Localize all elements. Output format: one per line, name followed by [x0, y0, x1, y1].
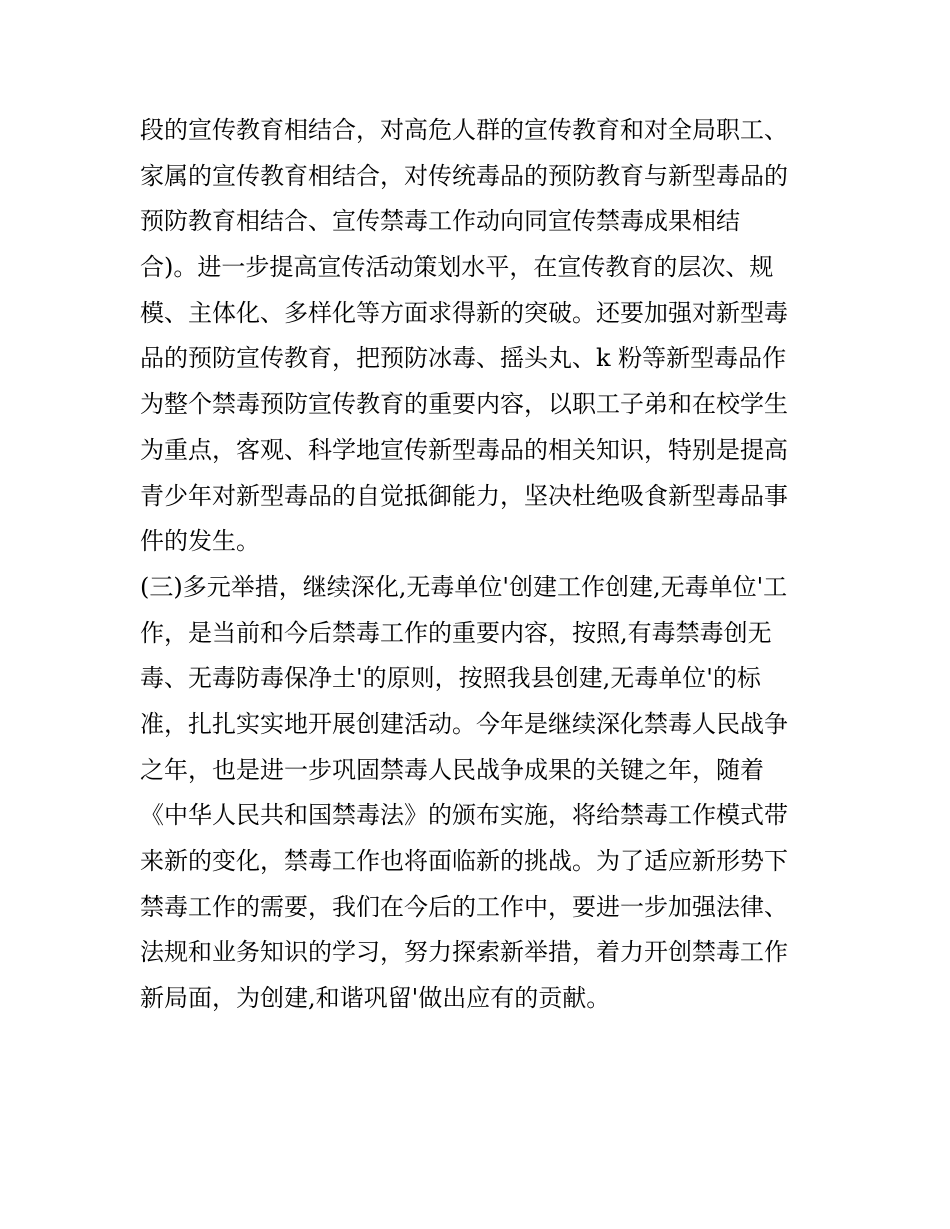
text-line: 为整个禁毒预防宣传教育的重要内容，以职工子弟和在校学生	[140, 390, 788, 419]
text-line: 准，扎扎实实地开展创建活动。今年是继续深化禁毒人民战争	[140, 709, 788, 738]
text-line: 法规和业务知识的学习，努力探索新举措，着力开创禁毒工作	[140, 938, 788, 967]
text-line: 之年，也是进一步巩固禁毒人民战争成果的关键之年，随着	[140, 755, 764, 784]
text-line: 为重点，客观、科学地宣传新型毒品的相关知识，特别是提高	[140, 435, 788, 464]
text-line: 预防教育相结合、宣传禁毒工作动向同宣传禁毒成果相结	[140, 207, 740, 236]
body-text	[140, 108, 830, 1022]
text-line: 新局面，为创建,和谐巩留'做出应有的贡献。	[140, 984, 611, 1013]
text-line: 青少年对新型毒品的自觉抵御能力，坚决杜绝吸食新型毒品事	[140, 481, 788, 510]
text-line: 模、主体化、多样化等方面求得新的突破。还要加强对新型毒	[140, 298, 788, 327]
text-line: 件的发生。	[140, 527, 260, 556]
text-line: 作，是当前和今后禁毒工作的重要内容，按照,有毒禁毒创无	[140, 618, 772, 647]
text-line: 家属的宣传教育相结合，对传统毒品的预防教育与新型毒品的	[140, 161, 788, 190]
text-line: 品的预防宣传教育，把预防冰毒、摇头丸、k 粉等新型毒品作	[140, 344, 787, 373]
text-line: 合)。进一步提高宣传活动策划水平，在宣传教育的层次、规	[140, 253, 774, 282]
text-line: 毒、无毒防毒保净土'的原则，按照我县创建,无毒单位'的标	[140, 664, 761, 693]
text-line: 《中华人民共和国禁毒法》的颁布实施，将给禁毒工作模式带	[140, 801, 788, 830]
text-line: 禁毒工作的需要，我们在今后的工作中，要进一步加强法律、	[140, 892, 788, 921]
text-line: (三)多元举措，继续深化,无毒单位'创建工作创建,无毒单位'工	[140, 572, 788, 601]
text-line: 来新的变化，禁毒工作也将面临新的挑战。为了适应新形势下	[140, 847, 788, 875]
text-line: 段的宣传教育相结合，对高危人群的宣传教育和对全局职工、	[140, 116, 788, 144]
